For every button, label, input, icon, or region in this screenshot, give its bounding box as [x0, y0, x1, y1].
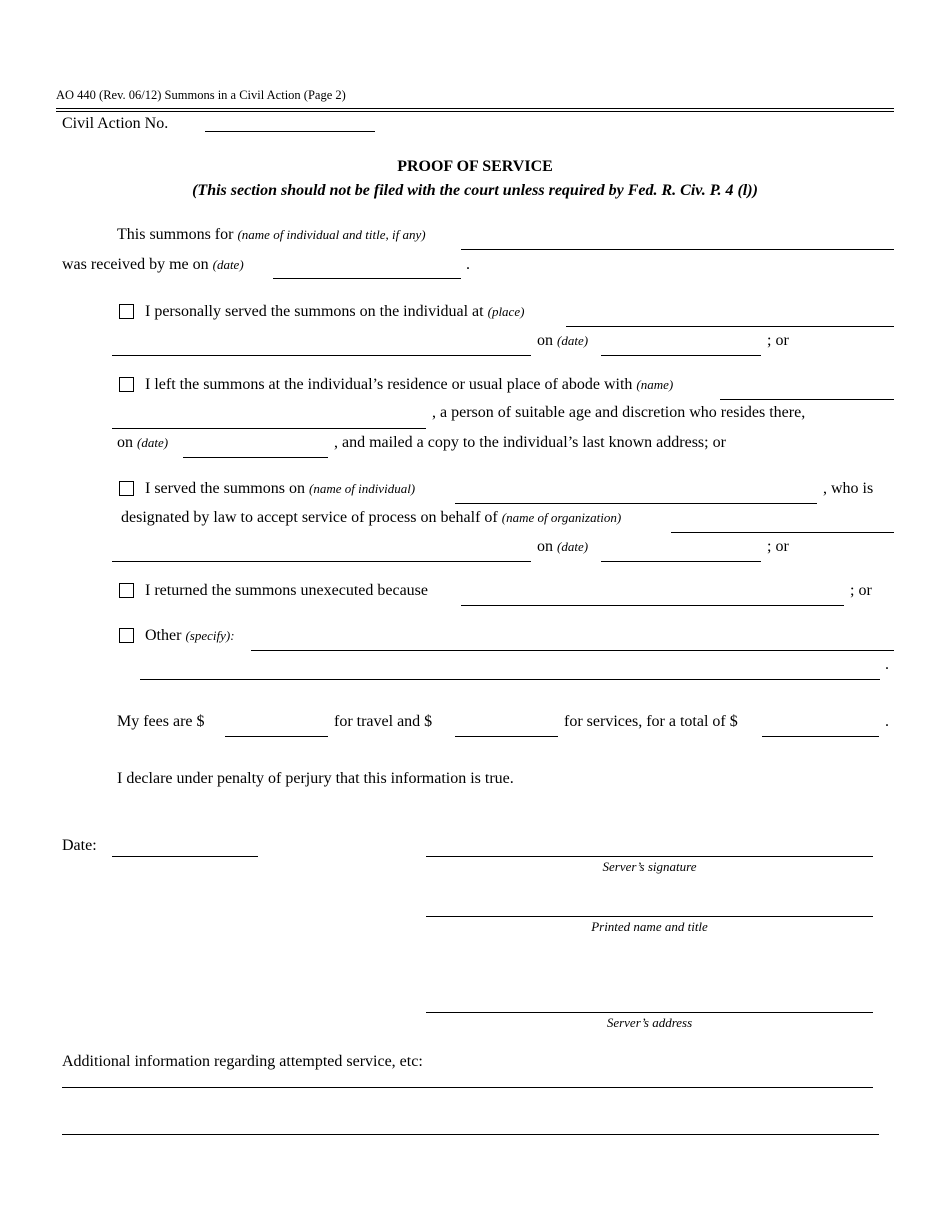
server-address-caption: Server’s address — [606, 1015, 693, 1030]
declaration-text: I declare under penalty of perjury that this information is true. — [117, 770, 514, 787]
option5-specify-field-cont[interactable] — [140, 679, 880, 680]
option1-on: on — [537, 332, 553, 349]
option2-person-text: , a person of suitable age and discretion who resides there, — [432, 404, 806, 421]
received-date-hint: (date) — [212, 257, 244, 272]
option2-name-field-cont[interactable] — [112, 428, 426, 429]
option1-text — [145, 303, 524, 321]
page-title: PROOF OF SERVICE — [397, 158, 553, 175]
option1-label: I personally served the summons on the individual at — [145, 303, 484, 320]
fees-period: . — [885, 713, 889, 730]
option3-who-is: , who is — [823, 480, 874, 497]
fees-services-field[interactable] — [455, 736, 558, 737]
option1-place-field-cont[interactable] — [112, 355, 531, 356]
option3-date-hint: (date) — [557, 539, 589, 554]
option4-or: ; or — [850, 582, 872, 599]
option5-specify-hint: (specify): — [185, 628, 235, 643]
option3-text — [145, 480, 415, 498]
option1-place-hint: (place) — [487, 304, 525, 319]
summons-for-label: This summons for — [117, 226, 234, 243]
option5-specify-field[interactable] — [251, 650, 894, 651]
option-personally-served-checkbox[interactable] — [119, 304, 134, 319]
additional-info-label: Additional information regarding attempted service, etc: — [62, 1053, 423, 1070]
summons-for-text — [117, 226, 426, 244]
option3-name-field[interactable] — [455, 503, 817, 504]
option1-or: ; or — [767, 332, 789, 349]
option2-on: on — [117, 434, 133, 451]
date-field[interactable] — [112, 856, 258, 857]
option-other-checkbox[interactable] — [119, 628, 134, 643]
server-signature-caption: Server’s signature — [602, 859, 697, 874]
additional-info-field-1[interactable] — [62, 1087, 873, 1088]
option5-text — [145, 627, 235, 645]
option1-on-text — [537, 332, 588, 350]
fees-prefix: My fees are $ — [117, 713, 205, 730]
option3-date-field[interactable] — [601, 561, 761, 562]
option2-date-field[interactable] — [183, 457, 328, 458]
additional-info-field-2[interactable] — [62, 1134, 879, 1135]
received-period: . — [466, 256, 470, 273]
server-signature-field[interactable] — [426, 856, 873, 857]
option3-or: ; or — [767, 538, 789, 555]
page-subtitle: (This section should not be filed with the court unless required by Fed. R. Civ. P. 4 (l)) — [192, 182, 758, 199]
option1-date-hint: (date) — [557, 333, 589, 348]
received-by-text — [62, 256, 244, 274]
civil-action-label: Civil Action No. — [62, 115, 169, 132]
option4-label: I returned the summons unexecuted because — [145, 582, 429, 599]
summons-for-hint: (name of individual and title, if any) — [237, 227, 426, 242]
option1-place-field[interactable] — [566, 326, 894, 327]
option2-name-hint: (name) — [636, 377, 674, 392]
option5-period: . — [885, 656, 889, 673]
option3-org-field[interactable] — [671, 532, 894, 533]
option1-date-field[interactable] — [601, 355, 761, 356]
fees-services-label: for services, for a total of $ — [564, 713, 738, 730]
option2-label: I left the summons at the individual’s residence or usual place of abode with — [145, 376, 633, 393]
option2-text — [145, 376, 673, 394]
option-returned-unexecuted-checkbox[interactable] — [119, 583, 134, 598]
option5-label: Other — [145, 627, 182, 644]
option3-on: on — [537, 538, 553, 555]
summons-for-field[interactable] — [461, 249, 894, 250]
fees-total-field[interactable] — [762, 736, 879, 737]
option3-label: I served the summons on — [145, 480, 305, 497]
option-served-designated-checkbox[interactable] — [119, 481, 134, 496]
printed-name-caption: Printed name and title — [591, 919, 708, 934]
option3-designated: designated by law to accept service of process on behalf of — [121, 509, 498, 526]
option3-designated-text — [121, 509, 621, 527]
option3-on-text — [537, 538, 588, 556]
option2-mailed-text: , and mailed a copy to the individual’s last known address; or — [334, 434, 726, 451]
received-by-label: was received by me on — [62, 256, 209, 273]
civil-action-field[interactable] — [205, 131, 375, 132]
form-header: AO 440 (Rev. 06/12) Summons in a Civil Action (Page 2) — [56, 88, 346, 102]
printed-name-field[interactable] — [426, 916, 873, 917]
fees-travel-field[interactable] — [225, 736, 328, 737]
server-address-field[interactable] — [426, 1012, 873, 1013]
date-label: Date: — [62, 837, 97, 854]
option2-on-text — [117, 434, 168, 452]
fees-travel-label: for travel and $ — [334, 713, 433, 730]
option3-org-hint: (name of organization) — [501, 510, 622, 525]
option3-name-hint: (name of individual) — [308, 481, 416, 496]
received-date-field[interactable] — [273, 278, 461, 279]
header-rule-bottom — [56, 111, 894, 112]
header-rule-top — [56, 108, 894, 109]
option3-org-field-cont[interactable] — [112, 561, 531, 562]
option-left-at-residence-checkbox[interactable] — [119, 377, 134, 392]
option2-date-hint: (date) — [137, 435, 169, 450]
option4-reason-field[interactable] — [461, 605, 844, 606]
option2-name-field[interactable] — [720, 399, 894, 400]
